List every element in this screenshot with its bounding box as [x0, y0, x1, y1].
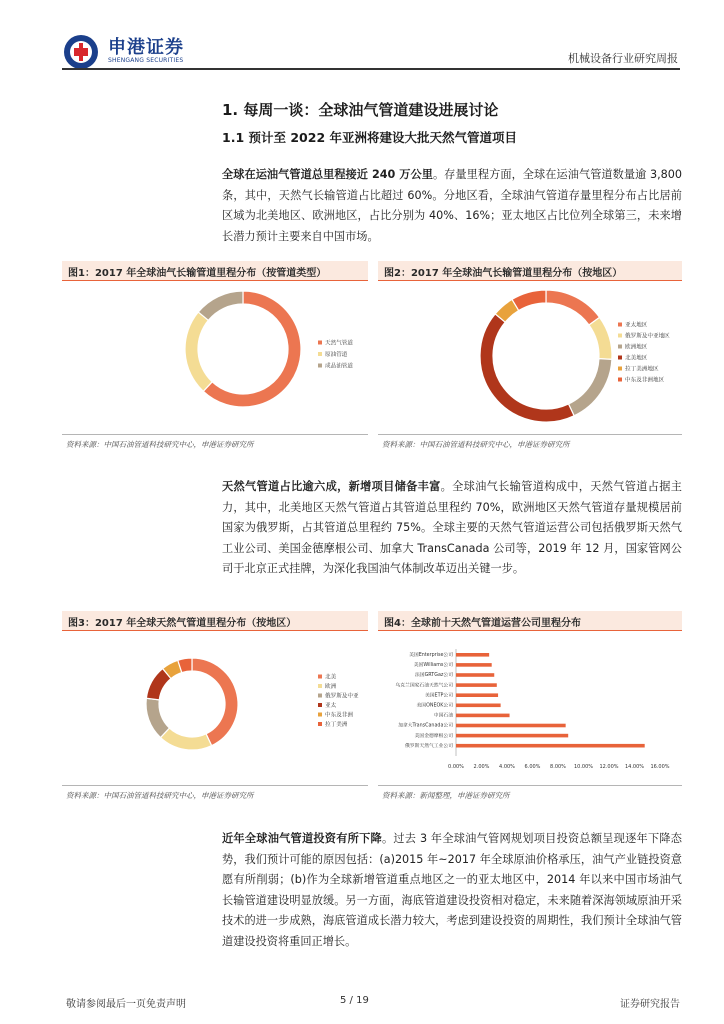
- legend-label: 天然气管道: [325, 340, 353, 347]
- donut-slice: [198, 291, 243, 320]
- legend-label: 北美: [325, 674, 337, 681]
- bar-category-label: 美国Enterprise公司: [409, 653, 453, 658]
- figure-1-source-divider: [62, 434, 368, 435]
- legend-swatch: [318, 352, 322, 356]
- legend-label: 拉丁美洲地区: [625, 366, 659, 373]
- legend-swatch: [618, 356, 622, 360]
- bar: [456, 744, 645, 748]
- logo-mark-icon: [62, 33, 100, 71]
- donut-slice: [185, 312, 212, 391]
- report-type: 机械设备行业研究周报: [568, 52, 678, 65]
- paragraph-1-lead: 全球在运油气管道总里程接近 240 万公里: [222, 168, 433, 181]
- figure-4-source-divider: [378, 785, 682, 786]
- legend-swatch: [618, 345, 622, 349]
- figure-2-title: 图2：2017 年全球油气长输管道里程分布（按地区）: [384, 268, 623, 279]
- figure-1-title-bar: [62, 261, 368, 281]
- bar-category-label: 美国金德摩根公司: [414, 733, 453, 739]
- bar-category-label: 乌克兰国家石油天然气公司: [395, 683, 453, 689]
- paragraph-2-lead: 天然气管道占比逾六成，新增项目储备丰富: [222, 480, 441, 493]
- logo-text-cn: 申港证券: [108, 37, 184, 58]
- figure-2-donut-chart: [378, 285, 682, 425]
- figure-4-source: 资料来源：新闻整理，申港证券研究所: [382, 791, 510, 800]
- x-tick-label: 2.00%: [473, 764, 490, 770]
- figure-4-title-bar: [378, 611, 682, 631]
- legend-swatch: [318, 713, 322, 717]
- bar-category-label: 俄罗斯天然气工业公司: [405, 743, 453, 749]
- bar-category-label: 美国ETP公司: [424, 693, 453, 699]
- subsection-heading: 1.1 预计至 2022 年亚洲将建设大批天然气管道项目: [222, 130, 517, 145]
- x-tick-label: 14.00%: [624, 764, 645, 770]
- bar: [456, 683, 497, 687]
- figure-3-source-divider: [62, 785, 368, 786]
- section-heading: 1. 每周一谈：全球油气管道建设进展讨论: [222, 101, 499, 119]
- legend-swatch: [318, 341, 322, 345]
- legend-swatch: [618, 378, 622, 382]
- bar: [456, 724, 566, 728]
- legend-label: 成品油管道: [325, 363, 353, 370]
- figure-4-bar-chart: [378, 636, 682, 776]
- paragraph-3-lead: 近年全球油气管道投资有所下降: [222, 832, 382, 845]
- figure-3-donut-chart: [62, 636, 368, 776]
- logo-text-en: SHENGANG SECURITIES: [108, 57, 184, 64]
- bar-category-label: 加拿大TransCanada公司: [398, 723, 453, 729]
- legend-label: 拉丁美洲: [325, 722, 348, 728]
- figure-2-source: 资料来源：中国石油管道科技研究中心，申港证券研究所: [382, 440, 570, 449]
- bar: [456, 734, 568, 738]
- paragraph-1-text: 。存量里程方面，全球在运油气管道数量逾 3,800 条，其中，天然气长输管道占比超过 60%。分地区看，全球油气管道存量里程分布占比居前区域为北美地区、欧洲地区，占比分别为 40%、16%；亚太地区占比位列全球第三，未来增长潜力预计主要来自中国市场。: [222, 168, 682, 243]
- legend-swatch: [318, 703, 322, 707]
- legend-label: 中东及非洲地区: [625, 377, 665, 384]
- bar: [456, 653, 489, 657]
- x-tick-label: 0.00%: [448, 764, 464, 770]
- bar-category-label: 中国石油: [433, 713, 453, 719]
- bar-category-label: 美国ONEOK公司: [416, 703, 453, 709]
- legend-swatch: [318, 364, 322, 368]
- paragraph-1: [222, 165, 682, 247]
- donut-slice: [192, 658, 238, 746]
- donut-slice: [569, 359, 612, 416]
- x-tick-label: 6.00%: [524, 764, 541, 770]
- legend-swatch: [618, 323, 622, 327]
- legend-label: 欧洲: [325, 684, 337, 690]
- bar: [456, 693, 498, 697]
- legend-label: 北美地区: [625, 355, 648, 362]
- paragraph-3-text: 。过去 3 年全球油气管网规划项目投资总额呈现逐年下降态势，我们预计可能的原因包括：(a)2015 年~2017 年全球原油价格承压，油气产业链投资意愿有所削弱；(b)作为全球新增管道重点地区之一的亚太地区中，2014 年以来中国市场油气长输管道建设明显放缓。另一方面，海底管道建设投资相对稳定，未来随着深海领域原油开采技术的进一步成熟，海底管道成长潜力较大，考虑到建设投资的周期性，我们预计全球油气管道建设投资将重回正增长。: [222, 832, 682, 948]
- legend-label: 亚太: [325, 703, 337, 709]
- bar: [456, 663, 492, 667]
- figure-1-source: 资料来源：中国石油管道科技研究中心，申港证券研究所: [66, 440, 254, 449]
- footer-disclaimer: 敬请参阅最后一页免责声明: [66, 999, 186, 1010]
- legend-label: 欧洲地区: [625, 344, 648, 351]
- x-tick-label: 8.00%: [550, 764, 566, 770]
- legend-swatch: [318, 675, 322, 679]
- figure-2-source-divider: [378, 434, 682, 435]
- legend-label: 中东及非洲: [325, 712, 353, 719]
- figure-2-title-bar: [378, 261, 682, 281]
- legend-swatch: [318, 684, 322, 688]
- legend-label: 俄罗斯及中亚地区: [625, 333, 670, 340]
- donut-slice: [161, 728, 212, 750]
- donut-slice: [512, 290, 546, 311]
- figure-3-title: 图3：2017 年全球天然气管道里程分布（按地区）: [68, 618, 297, 629]
- donut-slice: [546, 290, 600, 325]
- paragraph-3: [222, 829, 682, 953]
- legend-swatch: [618, 367, 622, 371]
- bar: [456, 673, 494, 677]
- legend-swatch: [318, 694, 322, 698]
- legend-swatch: [318, 722, 322, 726]
- footer-label: 证券研究报告: [620, 999, 680, 1010]
- figure-1-title: 图1：2017 年全球油气长输管道里程分布（按管道类型）: [68, 268, 327, 279]
- figure-4-title: 图4：全球前十天然气管道运营公司里程分布: [384, 618, 581, 629]
- legend-label: 亚太地区: [625, 322, 648, 329]
- donut-slice: [480, 314, 574, 422]
- legend-swatch: [618, 334, 622, 338]
- legend-label: 原油管道: [325, 352, 348, 358]
- company-logo: [62, 33, 212, 73]
- x-tick-label: 12.00%: [599, 764, 619, 770]
- x-tick-label: 16.00%: [650, 764, 670, 770]
- header-divider: [62, 68, 680, 70]
- donut-slice: [146, 698, 169, 737]
- paragraph-2-text: 。全球油气长输管道构成中，天然气管道占据主力，其中，北美地区天然气管道占其管道总里程约 70%，欧洲地区天然气管道存量规模居前国家为俄罗斯，占其管道总里程约 75%。全球主要的天然气管道运营公司包括俄罗斯天然气工业公司、美国金德摩根公司、加拿大 TransCanada 公司等，2019 年 12 月，国家管网公司于北京正式挂牌，为深化我国油气体制改革迈出关键一步。: [222, 480, 682, 576]
- donut-slice: [589, 317, 612, 359]
- bar: [456, 704, 501, 708]
- bar: [456, 714, 510, 718]
- figure-1-donut-chart: [62, 285, 368, 425]
- bar-category-label: 法国GRTGaz公司: [415, 673, 453, 679]
- figure-3-title-bar: [62, 611, 368, 631]
- figure-3-source: 资料来源：中国石油管道科技研究中心，申港证券研究所: [66, 791, 254, 800]
- x-tick-label: 10.00%: [573, 764, 594, 770]
- bar-category-label: 美国Williams公司: [413, 663, 453, 669]
- paragraph-2: [222, 477, 682, 580]
- page-number: 5 / 19: [340, 995, 369, 1006]
- legend-label: 俄罗斯及中亚: [325, 693, 359, 700]
- x-tick-label: 4.00%: [499, 764, 515, 770]
